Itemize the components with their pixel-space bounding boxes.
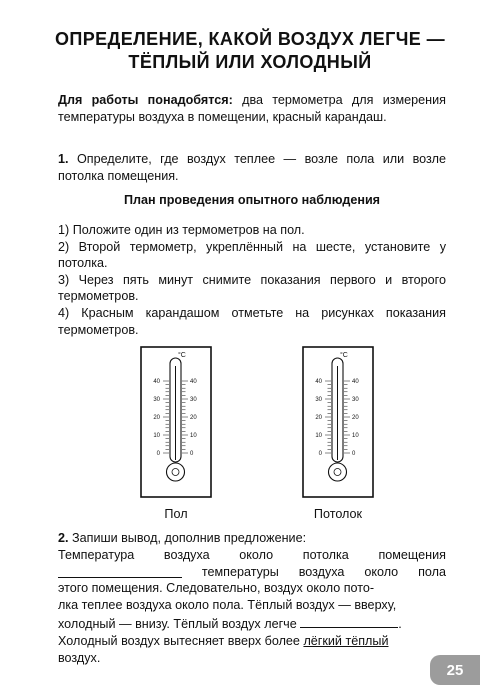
conclusion-line-3: этого помещения. Следовательно, воздух около пото-	[58, 581, 375, 596]
plan-steps	[58, 222, 446, 338]
word: около	[364, 564, 399, 579]
word: воздуха	[298, 564, 345, 579]
scale-label: 20	[153, 415, 160, 421]
scale-label: 10	[352, 433, 359, 439]
word: воздуха	[163, 547, 210, 562]
conclusion-line-5	[58, 614, 446, 633]
word: потолка	[302, 547, 349, 562]
conclusion-line-6	[58, 633, 446, 650]
caption-ceiling: Потолок	[313, 507, 363, 521]
task-2	[58, 530, 446, 666]
word: около	[239, 547, 274, 562]
task-2-number: 2.	[58, 531, 69, 545]
task-2-heading	[58, 530, 446, 547]
unit-label: °С	[178, 352, 186, 359]
plan-heading: План проведения опытного наблюдения	[123, 193, 381, 207]
thermometer-ceiling[interactable]	[302, 346, 374, 498]
materials-paragraph	[58, 92, 446, 125]
scale-label: 20	[190, 415, 197, 421]
scale-label: 30	[352, 397, 359, 403]
scale-label: 10	[153, 433, 160, 439]
word: пола	[418, 564, 446, 579]
line-5-text: холодный — внизу. Тёплый воздух легче	[58, 616, 297, 631]
conclusion-line-2	[58, 564, 446, 581]
page-number: 25	[446, 661, 464, 679]
line-6-text: Холодный воздух вытесняет вверх более	[58, 633, 304, 648]
word: температуры	[201, 564, 279, 579]
task-1-text: Определите, где воздух теплее — возле пола или возле потолка помещения.	[58, 152, 446, 183]
task-1	[58, 151, 446, 184]
scale-label: 40	[315, 379, 322, 385]
scale-label: 30	[153, 397, 160, 403]
title-line-1: ОПРЕДЕЛЕНИЕ, КАКОЙ ВОЗДУХ ЛЕГЧЕ —	[54, 29, 446, 49]
scale-label: 10	[190, 433, 197, 439]
answer-blank-1[interactable]	[58, 564, 182, 578]
title-line-2: ТЁПЛЫЙ ИЛИ ХОЛОДНЫЙ	[128, 52, 372, 72]
plan-step-4: 4) Красным карандашом отметьте на рисунках показания термометров.	[58, 305, 446, 337]
plan-step-3: 3) Через пять минут снимите показания первого и второго термометров.	[58, 272, 446, 304]
line-6-underlined: лёгкий тёплый	[303, 633, 389, 648]
scale-label: 30	[315, 397, 322, 403]
conclusion-line-4: лка теплее воздуха около пола. Тёплый воздух — вверху,	[58, 598, 397, 613]
thermometer-floor-drawing	[140, 346, 212, 498]
page-title	[30, 28, 470, 74]
materials-text: два термометра для измерения температуры воздуха в помещении, красный карандаш.	[58, 93, 446, 124]
word: помещения	[378, 547, 446, 562]
thermometer-floor[interactable]	[140, 346, 212, 498]
task-1-number: 1.	[58, 152, 69, 166]
materials-label: Для работы понадобятся:	[58, 93, 233, 107]
scale-label: 0	[318, 451, 322, 457]
word: Температура	[58, 547, 135, 562]
scale-label: 0	[352, 451, 356, 457]
scale-label: 20	[352, 415, 359, 421]
thermometer-ceiling-drawing	[302, 346, 374, 498]
answer-blank-2[interactable]	[300, 614, 398, 628]
plan-step-1: 1) Положите один из термометров на пол.	[58, 223, 305, 237]
task-2-prompt: Запиши вывод, дополнив предложение:	[68, 531, 307, 545]
scale-label: 10	[315, 433, 322, 439]
page-number-badge	[430, 655, 480, 685]
scale-label: 40	[153, 379, 160, 385]
unit-label: °С	[340, 352, 348, 359]
scale-label: 0	[156, 451, 160, 457]
conclusion-line-1	[58, 547, 446, 564]
plan-step-2: 2) Второй термометр, укреплённый на шесте, установите у потолка.	[58, 239, 446, 271]
scale-label: 20	[315, 415, 322, 421]
scale-label: 30	[190, 397, 197, 403]
line-5-end: .	[398, 616, 402, 631]
conclusion-line-7: воздух.	[58, 650, 101, 665]
caption-floor: Пол	[164, 507, 188, 521]
scale-label: 40	[190, 379, 197, 385]
scale-label: 40	[352, 379, 359, 385]
scale-label: 0	[190, 451, 194, 457]
